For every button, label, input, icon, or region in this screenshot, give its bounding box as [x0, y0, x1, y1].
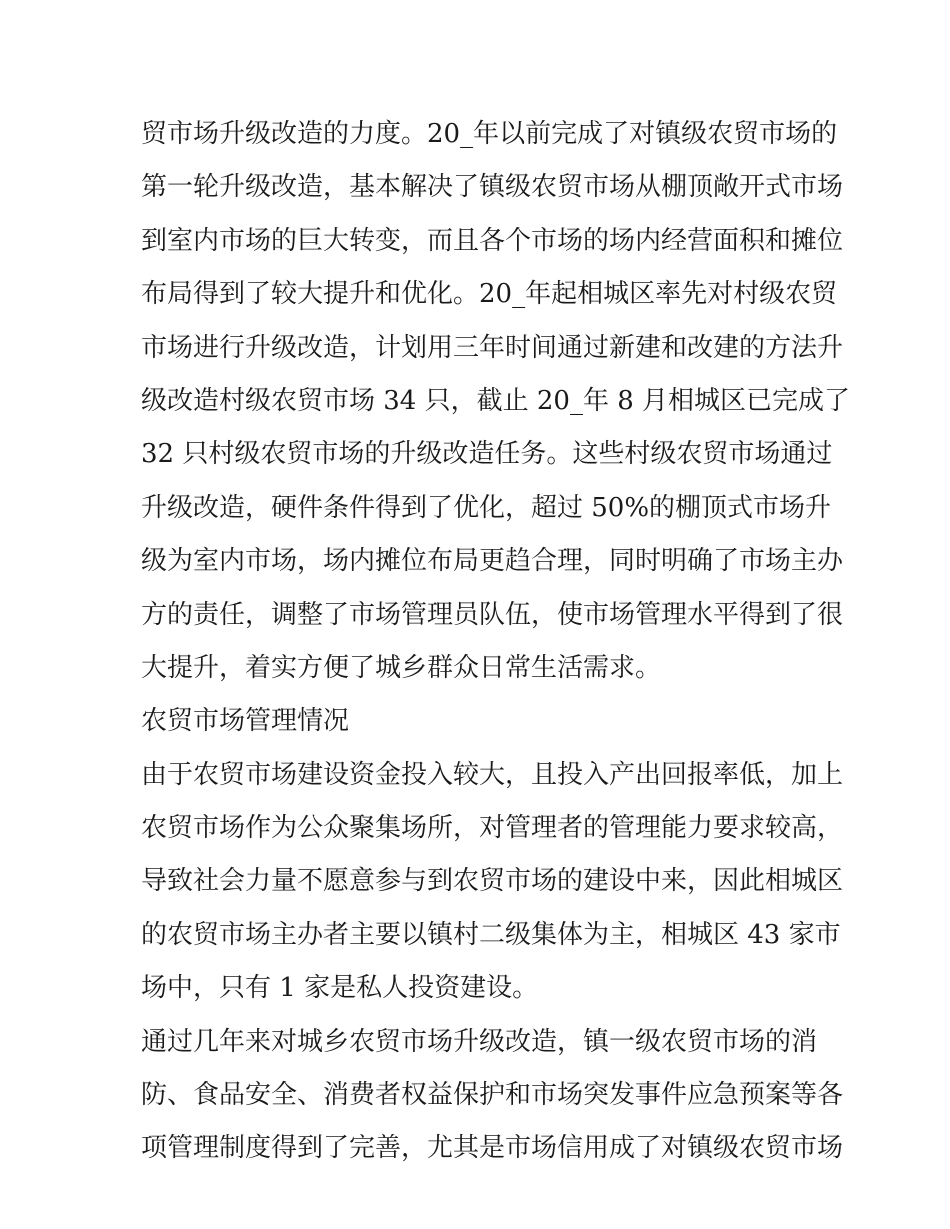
text-line: 农贸市场作为公众聚集场所，对管理者的管理能力要求较高， [141, 813, 844, 844]
text-line: 级为室内市场，场内摊位布局更趋合理，同时明确了市场主办 [141, 546, 844, 577]
text-line: 升级改造，硬件条件得到了优化，超过 50%的棚顶式市场升 [141, 492, 832, 523]
text-line: 方的责任，调整了市场管理员队伍，使市场管理水平得到了很 [141, 599, 844, 630]
text-line: 大提升，着实方便了城乡群众日常生活需求。 [141, 652, 662, 683]
text-line: 到室内市场的巨大转变，而且各个市场的场内经营面积和摊位 [141, 225, 844, 256]
text-line: 级改造村级农贸市场 34 只，截止 20_年 8 月相城区已完成了 [141, 385, 851, 416]
text-line: 布局得到了较大提升和优化。20_年起相城区率先对村级农贸 [141, 279, 838, 310]
text-line: 项管理制度得到了完善，尤其是市场信用成了对镇级农贸市场 [141, 1133, 844, 1164]
text-line: 市场进行升级改造，计划用三年时间通过新建和改建的方法升 [141, 332, 844, 363]
text-line: 的农贸市场主办者主要以镇村二级集体为主，相城区 43 家市 [141, 919, 841, 950]
text-line: 由于农贸市场建设资金投入较大，且投入产出回报率低，加上 [141, 759, 844, 790]
text-line: 贸市场升级改造的力度。20_年以前完成了对镇级农贸市场的 [141, 119, 838, 149]
text-line: 防、食品安全、消费者权益保护和市场突发事件应急预案等各 [141, 1080, 844, 1111]
text-line: 导致社会力量不愿意参与到农贸市场的建设中来，因此相城区 [141, 866, 844, 897]
body-text [141, 108, 851, 1176]
section-heading: 农贸市场管理情况 [141, 706, 350, 737]
text-line: 场中，只有 1 家是私人投资建设。 [141, 973, 539, 1004]
text-line: 通过几年来对城乡农贸市场升级改造，镇一级农贸市场的消 [141, 1026, 818, 1057]
text-line: 32 只村级农贸市场的升级改造任务。这些村级农贸市场通过 [141, 439, 833, 470]
text-line: 第一轮升级改造，基本解决了镇级农贸市场从棚顶敞开式市场 [141, 172, 844, 203]
